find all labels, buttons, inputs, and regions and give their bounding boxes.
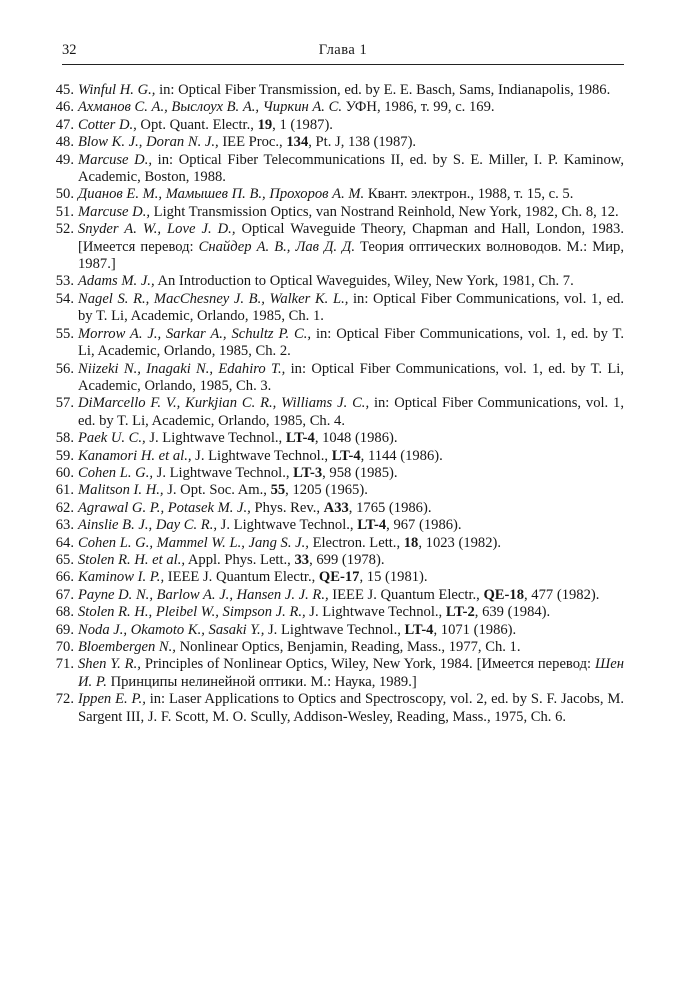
reference-item [55, 586, 624, 604]
reference-item [55, 447, 624, 465]
reference-text: J. Lightwave Technol., [305, 604, 446, 621]
reference-text: J. Opt. Soc. Am., [163, 482, 271, 499]
reference-number: 61. [55, 482, 74, 499]
reference-item [55, 604, 624, 621]
reference-text-tail: , 958 (1985). [322, 464, 398, 481]
reference-number: 54. [55, 290, 74, 307]
reference-item [55, 551, 624, 569]
reference-number: 68. [55, 604, 74, 621]
reference-number: 63. [55, 517, 74, 534]
reference-item [55, 116, 624, 134]
reference-item [55, 569, 624, 586]
reference-number: 46. [55, 99, 74, 116]
reference-authors: Ахманов С. А., Выслоух В. А., Чиркин А. С. [78, 99, 342, 116]
reference-text: in: Optical Fiber Communications, vol. 1, ed. by T. Li, Academic, Orlando, 1985, Ch. 1. [78, 290, 624, 325]
reference-item [55, 482, 624, 499]
reference-text-tail: , 1071 (1986). [433, 621, 517, 638]
reference-text: Phys. Rev., [250, 499, 324, 516]
reference-authors: Nagel S. R., MacChesney J. B., Walker K. L., [78, 290, 349, 307]
reference-item [55, 395, 624, 430]
reference-number: 59. [55, 447, 74, 464]
reference-authors: Adams M. J., [78, 273, 155, 290]
reference-number: 49. [55, 151, 74, 168]
reference-text-tail: , 639 (1984). [474, 604, 551, 621]
reference-text: in: Optical Fiber Communications, vol. 1, ed. by T. Li, Academic, Orlando, 1985, Ch. 3. [78, 360, 624, 394]
reference-number: 55. [55, 325, 74, 342]
reference-item [55, 517, 624, 534]
reference-authors: Blow K. J., Doran N. J., [78, 134, 219, 151]
reference-volume: 55 [270, 482, 286, 499]
reference-authors: Agrawal G. P., Potasek M. J., [78, 499, 251, 516]
reference-number: 69. [55, 621, 74, 638]
reference-text: in: Optical Fiber Communications, vol. 1, ed. by T. Li, Academic, Orlando, 1985, Ch. 2. [78, 325, 624, 360]
reference-text: Appl. Phys. Lett., [185, 551, 295, 568]
reference-volume: A33 [323, 499, 349, 516]
reference-item [55, 534, 624, 552]
reference-authors: Noda J., Okamoto K., Sasaki Y., [78, 621, 265, 638]
reference-authors: Kaminow I. P., [78, 569, 165, 586]
reference-number: 50. [55, 186, 74, 203]
reference-item [55, 290, 624, 326]
reference-text-tail: , 967 (1986). [386, 517, 462, 534]
reference-text-tail: , 1144 (1986). [360, 447, 443, 464]
page-number: 32 [62, 42, 77, 58]
reference-text-tail: , 1765 (1986). [348, 499, 432, 516]
reference-volume: LT-3 [293, 464, 323, 481]
reference-text: УФН, 1986, т. 99, с. 169. [341, 99, 495, 116]
reference-authors: Snyder A. W., Love J. D., [78, 221, 236, 238]
reference-text: Opt. Quant. Electr., [136, 116, 258, 133]
reference-number: 67. [55, 586, 74, 603]
reference-authors: Bloembergen N., [78, 639, 176, 655]
reference-text: IEEE J. Quantum Electr., [328, 586, 484, 603]
reference-item [55, 99, 624, 116]
reference-authors: Malitson I. H., [78, 482, 164, 499]
reference-item [55, 430, 624, 447]
reference-authors: Cohen L. G., Mammel W. L., Jang S. J., [78, 534, 309, 551]
reference-text: Principles of Nonlinear Optics, Wiley, New York, 1984. [Имеется перевод: [140, 656, 596, 673]
reference-authors: Ainslie B. J., Day C. R., [78, 517, 218, 534]
running-header [62, 40, 624, 65]
reference-authors: Stolen R. H. et al., [78, 551, 186, 568]
reference-volume: 18 [403, 534, 419, 551]
reference-number: 47. [55, 116, 74, 133]
reference-text: in: Optical Fiber Transmission, ed. by E. E. Basch, Sams, Indianapolis, 1986. [155, 82, 611, 98]
reference-text: An Introduction to Optical Waveguides, Wiley, New York, 1981, Ch. 7. [154, 273, 574, 290]
reference-number: 45. [55, 82, 74, 98]
reference-authors: Дианов Е. М., Мамышев П. В., Прохоров А. М. [78, 186, 365, 203]
reference-item [55, 360, 624, 396]
reference-item [55, 656, 624, 691]
reference-volume: 33 [294, 551, 310, 568]
reference-authors: Morrow A. J., Sarkar A., Schultz P. C., [78, 325, 312, 342]
reference-authors: Ippen E. P., [78, 691, 146, 708]
reference-number: 57. [55, 395, 74, 412]
reference-authors: Stolen R. H., Pleibel W., Simpson J. R., [78, 604, 306, 621]
reference-item [55, 464, 624, 482]
reference-number: 58. [55, 430, 74, 447]
reference-number: 66. [55, 569, 74, 586]
reference-item [55, 325, 624, 361]
reference-item [55, 691, 624, 726]
reference-text: in: Laser Applications to Optics and Spectroscopy, vol. 2, ed. by S. F. Jacobs, M. Sargent III, J. F. Scott, M. O. Scully, Addison-Wesley, Reading, Mass., 1975, Ch. 6. [78, 691, 624, 725]
reference-number: 51. [55, 203, 74, 220]
reference-authors: Paek U. C., [78, 430, 146, 447]
reference-authors: Kanamori H. et al., [78, 447, 192, 464]
reference-number: 62. [55, 499, 74, 516]
reference-authors: Winful H. G., [78, 82, 156, 98]
reference-list [55, 82, 624, 726]
reference-text-tail: , 15 (1981). [359, 569, 428, 586]
reference-number: 71. [55, 656, 74, 673]
reference-text: Квант. электрон., 1988, т. 15, с. 5. [364, 186, 574, 203]
reference-number: 65. [55, 551, 74, 568]
reference-item [55, 639, 624, 656]
reference-authors: Cotter D., [78, 116, 137, 133]
reference-volume: LT-4 [404, 621, 434, 638]
reference-text: in: Optical Fiber Telecommunications II, ed. by S. E. Miller, I. P. Kaminow, Academic, Boston, 1988. [78, 151, 624, 186]
reference-text: Electron. Lett., [308, 534, 404, 551]
reference-text-tail: , 699 (1978). [309, 551, 385, 568]
reference-text: J. Lightwave Technol., [153, 464, 294, 481]
reference-item [55, 186, 624, 203]
reference-item [55, 273, 624, 290]
reference-item [55, 499, 624, 517]
reference-number: 52. [55, 221, 74, 238]
reference-text: J. Lightwave Technol., [264, 621, 405, 638]
reference-item [55, 82, 624, 99]
chapter-title: Глава 1 [318, 42, 368, 58]
reference-text: J. Lightwave Technol., [145, 430, 286, 447]
reference-text: IEEE J. Quantum Electr., [164, 569, 319, 586]
reference-text-tail: Теория оптических волноводов. М.: Мир, 1987.] [78, 238, 624, 273]
reference-number: 60. [55, 464, 74, 481]
reference-text: Optical Waveguide Theory, Chapman and Hall, London, 1983. [Имеется перевод: [78, 221, 624, 255]
reference-authors: Payne D. N., Barlow A. J., Hansen J. J. R., [78, 586, 329, 603]
reference-item [55, 134, 624, 151]
reference-text-tail: , 1048 (1986). [314, 430, 398, 447]
reference-text: J. Lightwave Technol., [217, 517, 358, 534]
reference-item [55, 203, 624, 221]
reference-text: Light Transmission Optics, van Nostrand Reinhold, New York, 1982, Ch. 8, 12. [150, 203, 619, 220]
reference-text: Nonlinear Optics, Benjamin, Reading, Mass., 1977, Ch. 1. [175, 639, 521, 655]
reference-volume: LT-4 [285, 430, 315, 447]
reference-volume: 134 [286, 134, 309, 151]
reference-number: 53. [55, 273, 74, 290]
reference-volume: LT-2 [445, 604, 475, 621]
reference-volume: QE-18 [483, 586, 524, 603]
reference-authors: Marcuse D., [78, 203, 151, 220]
reference-authors: Niizeki N., Inagaki N., Edahiro T., [78, 360, 286, 377]
reference-text-tail: Принципы нелинейной оптики. М.: Наука, 1989.] [106, 673, 417, 690]
reference-volume: LT-4 [331, 447, 361, 464]
reference-text-tail: , 477 (1982). [524, 586, 600, 603]
reference-volume: LT-4 [357, 517, 387, 534]
reference-item [55, 221, 624, 273]
reference-volume: 19 [257, 116, 273, 133]
reference-number: 48. [55, 134, 74, 151]
reference-item [55, 621, 624, 639]
reference-authors: Marcuse D., [78, 151, 153, 168]
translation-authors: Шен И. Р. [78, 656, 624, 690]
reference-text: IEE Proc., [218, 134, 287, 151]
reference-item [55, 151, 624, 187]
reference-text: in: Optical Fiber Communications, vol. 1, ed. by T. Li, Academic, Orlando, 1985, Ch. 4. [78, 395, 624, 429]
reference-number: 64. [55, 534, 74, 551]
reference-authors: Shen Y. R., [78, 656, 141, 673]
reference-text-tail: , Pt. J, 138 (1987). [308, 134, 417, 151]
reference-number: 72. [55, 691, 74, 708]
reference-number: 56. [55, 360, 74, 377]
reference-number: 70. [55, 639, 74, 655]
reference-text-tail: , 1205 (1965). [285, 482, 368, 499]
translation-authors: Снайдер А. В., Лав Д. Д. [198, 238, 355, 255]
reference-text-tail: , 1023 (1982). [418, 534, 502, 551]
reference-text: J. Lightwave Technol., [191, 447, 332, 464]
reference-authors: DiMarcello F. V., Kurkjian C. R., Williams J. C., [78, 395, 370, 412]
reference-text-tail: , 1 (1987). [272, 116, 333, 133]
reference-authors: Cohen L. G., [78, 464, 153, 481]
reference-volume: QE-17 [318, 569, 360, 586]
